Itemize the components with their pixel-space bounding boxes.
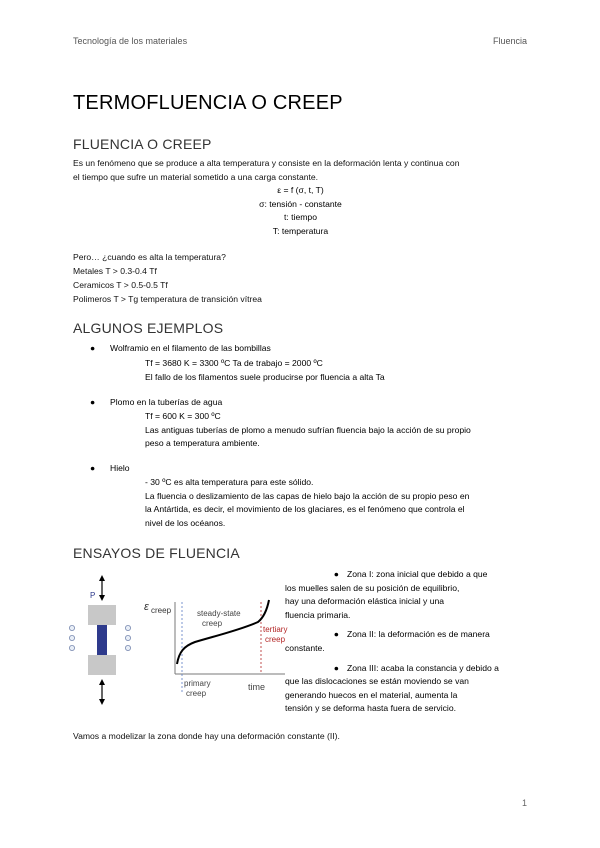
formula-def: T: temperatura (272, 225, 329, 236)
load-arrow-down-icon (99, 679, 105, 705)
detail-line: la Antártida, es decir, el movimiento de los glaciares, es el fenómeno que controla el (145, 504, 465, 515)
list-item-label: Hielo (110, 463, 130, 473)
primary-label-2: creep (186, 689, 207, 698)
upper-grip (88, 605, 116, 625)
intro-paragraph (73, 156, 528, 184)
temperature-criteria (73, 250, 262, 306)
list-item (90, 343, 271, 353)
list-item (90, 397, 222, 407)
zone-line: los muelles salen de su posición de equilibrio, (285, 582, 460, 593)
section-heading-ejemplos: ALGUNOS EJEMPLOS (73, 320, 224, 336)
bullet-icon: ● (90, 343, 96, 353)
zone-line: generando huecos en el material, aumenta la (285, 689, 458, 700)
zone-line: fluencia primaria. (285, 609, 351, 620)
criteria-line: Polimeros T > Tg temperatura de transición vítrea (73, 294, 262, 304)
bullet-icon: ● (333, 629, 339, 640)
formula: ε = f (σ, t, T) (277, 185, 324, 195)
lower-grip (88, 655, 116, 675)
zone-line: constante. (285, 642, 325, 653)
list-item (90, 463, 130, 473)
specimen (97, 625, 107, 655)
y-axis-sub: creep (151, 606, 172, 615)
primary-label: primary (184, 679, 211, 688)
bullet-icon: ● (90, 463, 96, 473)
x-axis-label: time (248, 682, 266, 692)
detail-line: El fallo de los filamentos suele producirse por fluencia a alta Ta (145, 371, 385, 382)
list-item-label: Plomo en la tuberías de agua (110, 397, 223, 407)
list-item-label: Wolframio en el filamento de las bombillas (110, 343, 271, 353)
detail-line: Tf = 3680 K = 3300 ºC Ta de trabajo = 2000 ºC (145, 358, 323, 368)
detail-line: - 30 ºC es alta temperatura para este sólido. (145, 477, 314, 487)
zone-line: que las dislocaciones se están moviendo se van (285, 676, 469, 687)
detail-line: La fluencia o deslizamiento de las capas de hielo bajo la acción de su propio peso en (145, 490, 470, 501)
closing-sentence: Vamos a modelizar la zona donde hay una deformación constante (II). (73, 731, 340, 741)
detail-line: peso a temperatura ambiente. (145, 438, 260, 449)
header-left: Tecnología de los materiales (73, 36, 188, 46)
example-details (145, 410, 530, 451)
intro-line: el tiempo que sufre un material sometido a una carga constante. (73, 172, 319, 182)
example-details (145, 476, 530, 530)
zone-line: hay una deformación elástica inicial y una (285, 596, 445, 607)
detail-line: nivel de los océanos. (145, 517, 226, 528)
detail-line: Tf = 600 K = 300 ºC (145, 411, 221, 421)
list-item (285, 662, 528, 716)
section-heading-fluencia: FLUENCIA O CREEP (73, 136, 212, 152)
steady-label: steady-state (197, 609, 241, 618)
zone-line: tensión y se deforma hasta fuera de servicio. (285, 703, 457, 714)
y-axis-label: ε (144, 601, 149, 613)
criteria-line: Metales T > 0.3-0.4 Tf (73, 266, 157, 276)
tertiary-label: tertiary (263, 625, 288, 634)
zone-line: Zona I: zona inicial que debido a que (347, 569, 488, 579)
load-label: P (90, 591, 96, 600)
intro-line: Es un fenómeno que se produce a alta temperatura y consiste en la deformación lenta y continua con (73, 158, 460, 168)
list-item (285, 568, 528, 622)
tertiary-label-2: creep (265, 635, 286, 644)
formula-def: σ: tensión - constante (259, 198, 342, 209)
header-right: Fluencia (492, 36, 527, 46)
list-item (285, 628, 528, 655)
zone-line: Zona II: la deformación es de manera (347, 629, 490, 640)
zone-line: Zona III: acaba la constancia y debido a (347, 662, 499, 673)
section-heading-ensayos: ENSAYOS DE FLUENCIA (73, 545, 240, 561)
zones-list (285, 568, 528, 722)
bullet-icon: ● (333, 569, 339, 579)
page-number: 1 (521, 798, 527, 808)
creep-test-figure (60, 572, 290, 712)
example-details (145, 357, 530, 384)
formula-def: t: tiempo (284, 212, 317, 222)
bullet-icon: ● (333, 662, 339, 673)
criteria-line: Ceramicos T > 0.5-0.5 Tf (73, 280, 168, 290)
formula-block (73, 184, 528, 238)
load-arrow-up-icon (99, 575, 105, 601)
criteria-line: Pero… ¿cuando es alta la temperatura? (73, 252, 226, 262)
steady-label-2: creep (202, 619, 223, 628)
page-title: TERMOFLUENCIA O CREEP (73, 92, 343, 114)
detail-line: Las antiguas tuberías de plomo a menudo sufrían fluencia bajo la acción de su propio (145, 424, 471, 435)
bullet-icon: ● (90, 397, 96, 407)
